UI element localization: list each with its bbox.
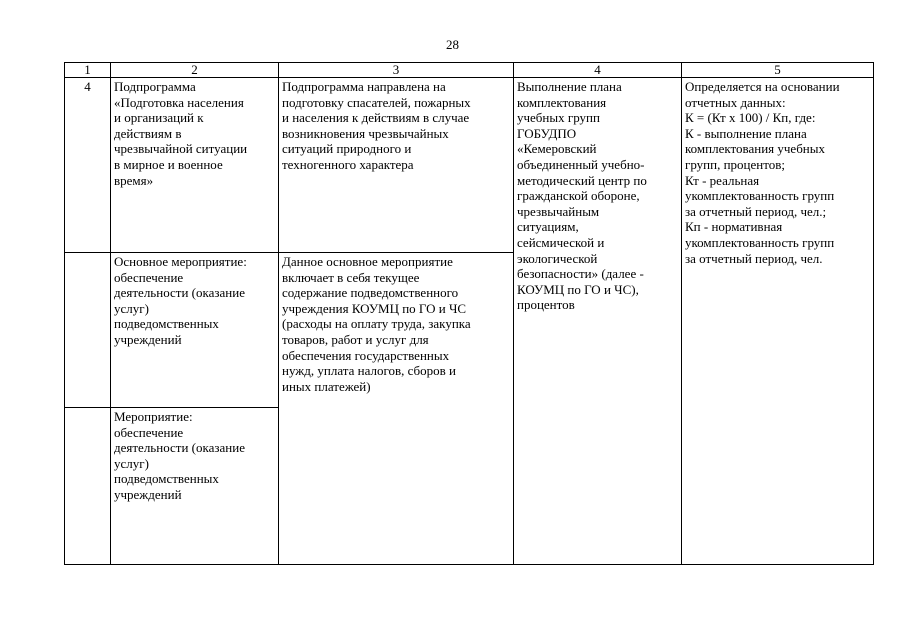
- text-line: КОУМЦ по ГО и ЧС),: [517, 281, 639, 297]
- text-line: техногенного характера: [282, 156, 414, 172]
- text-line: ГОБУДПО: [517, 125, 577, 141]
- header-cell-2: 2: [111, 63, 279, 78]
- text-line: отчетных данных:: [685, 94, 786, 110]
- text-line: Выполнение плана: [517, 79, 622, 94]
- program-table: [64, 62, 874, 565]
- text-line: безопасности» (далее -: [517, 266, 644, 282]
- text-line: обеспечение: [114, 424, 184, 440]
- main-activity-name-cell: [111, 253, 279, 408]
- text-line: ситуациям,: [517, 219, 579, 235]
- text-line: подведомственных: [114, 316, 219, 332]
- text-line: деятельности (оказание: [114, 285, 245, 301]
- text-line: деятельности (оказание: [114, 440, 245, 456]
- text-line: Кт - реальная: [685, 172, 760, 188]
- text-line: услуг): [114, 300, 149, 316]
- text-line: услуг): [114, 455, 149, 471]
- calculation-method-cell: [682, 78, 874, 565]
- text-line: и организаций к: [114, 110, 204, 126]
- text-line: методический центр по: [517, 172, 647, 188]
- text-line: учебных групп: [517, 110, 600, 126]
- text-line: иных платежей): [282, 378, 371, 394]
- page-number: 28: [446, 37, 459, 52]
- text-line: включает в себя текущее: [282, 269, 420, 285]
- header-row: [65, 63, 874, 78]
- text-line: гражданской обороне,: [517, 188, 640, 204]
- text-line: «Подготовка населения: [114, 94, 244, 110]
- empty-number-cell: [65, 408, 111, 565]
- table-row: [65, 78, 874, 253]
- text-line: в мирное и военное: [114, 156, 223, 172]
- main-activity-description-cell: [279, 253, 514, 565]
- text-line: Мероприятие:: [114, 409, 193, 424]
- row-number-cell: 4: [65, 78, 111, 253]
- text-line: время»: [114, 172, 154, 188]
- text-line: Данное основное мероприятие: [282, 254, 453, 269]
- text-line: Определяется на основании: [685, 79, 840, 94]
- header-cell-5: 5: [682, 63, 874, 78]
- text-line: нужд, уплата налогов, сборов и: [282, 363, 456, 379]
- text-line: за отчетный период, чел.;: [685, 203, 827, 219]
- text-line: возникновения чрезвычайных: [282, 125, 449, 141]
- text-line: обеспечения государственных: [282, 347, 450, 363]
- text-line: объединенный учебно-: [517, 156, 645, 172]
- text-line: групп, процентов;: [685, 156, 785, 172]
- text-line: сейсмической и: [517, 234, 605, 250]
- text-line: и населения к действиям в случае: [282, 110, 470, 126]
- text-line: Подпрограмма направлена на: [282, 79, 446, 94]
- text-line: Подпрограмма: [114, 79, 196, 94]
- text-line: «Кемеровский: [517, 141, 597, 157]
- header-cell-1: 1: [65, 63, 111, 78]
- activity-name-cell: [111, 408, 279, 565]
- text-line: товаров, работ и услуг для: [282, 331, 429, 347]
- text-line: Основное мероприятие:: [114, 254, 247, 269]
- subprogram-name-cell: [111, 78, 279, 253]
- subprogram-description-cell: [279, 78, 514, 253]
- text-line: Кп - нормативная: [685, 219, 783, 235]
- text-line: чрезвычайной ситуации: [114, 141, 248, 157]
- text-line: комплектования: [517, 94, 607, 110]
- text-line: обеспечение: [114, 269, 184, 285]
- text-line: действиям в: [114, 125, 182, 141]
- text-line: содержание подведомственного: [282, 285, 459, 301]
- text-line: процентов: [517, 297, 575, 313]
- text-line: ситуаций природного и: [282, 141, 412, 157]
- text-line: (расходы на оплату труда, закупка: [282, 316, 471, 332]
- text-line: учреждения КОУМЦ по ГО и ЧС: [282, 300, 467, 316]
- header-cell-3: 3: [279, 63, 514, 78]
- header-cell-4: 4: [514, 63, 682, 78]
- text-line: К - выполнение плана: [685, 125, 807, 141]
- indicator-cell: [514, 78, 682, 565]
- text-line: укомплектованность групп: [685, 234, 835, 250]
- text-line: учреждений: [114, 331, 182, 347]
- text-line: К = (Кт х 100) / Кп, где:: [685, 110, 816, 126]
- empty-number-cell: [65, 253, 111, 408]
- text-line: укомплектованность групп: [685, 188, 835, 204]
- text-line: экологической: [517, 250, 598, 266]
- text-line: комплектования учебных: [685, 141, 825, 157]
- text-line: за отчетный период, чел.: [685, 250, 823, 266]
- text-line: учреждений: [114, 486, 182, 502]
- text-line: подготовку спасателей, пожарных: [282, 94, 471, 110]
- text-line: чрезвычайным: [517, 203, 600, 219]
- text-line: подведомственных: [114, 471, 219, 487]
